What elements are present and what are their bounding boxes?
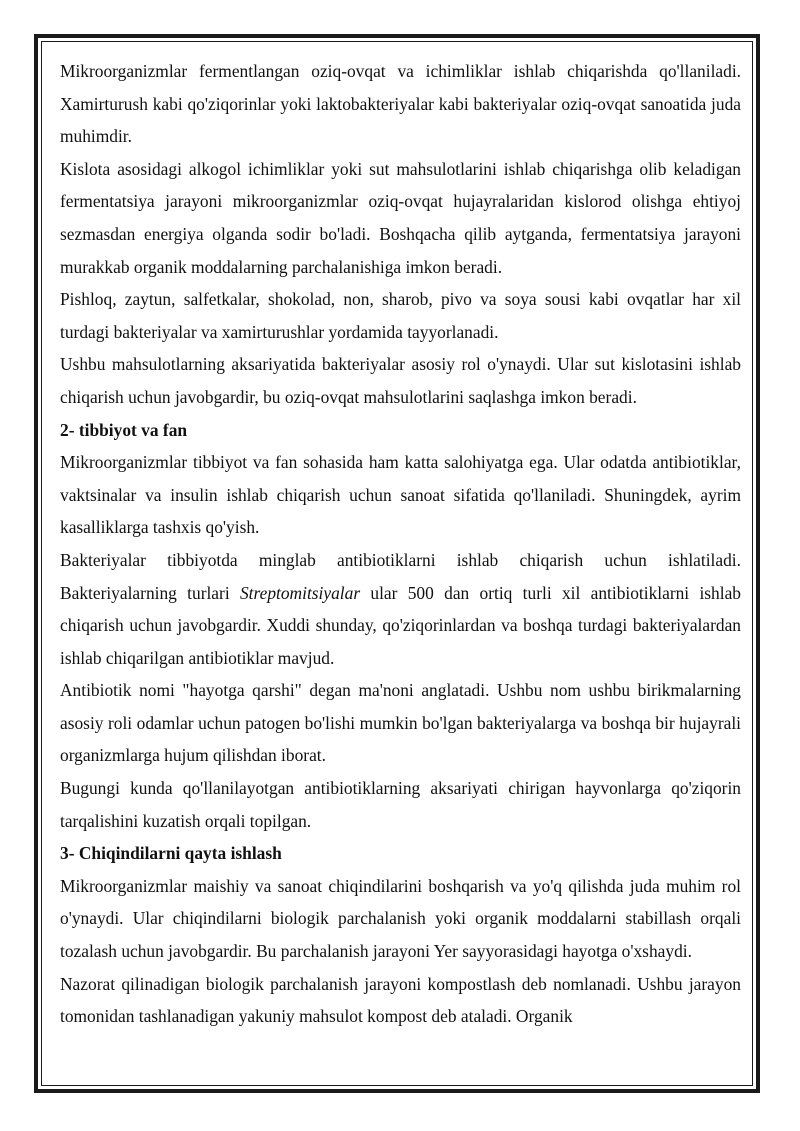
paragraph-text: ular 500 dan ortiq turli xil antibiotiklarni ishlab chiqarish uchun javobgardir. Xuddi shunday, qo'ziqorinlardan va boshqa turdagi bakteriyalardan ishlab chiqarilgan antibiotiklar mavjud. [60,582,741,668]
paragraph: Nazorat qilinadigan biologik parchalanish jarayoni kompostlash deb nomlanadi. Ushbu jarayon tomonidan tashlanadigan yakuniy mahsulot kompost deb ataladi. Organik [60,973,741,1027]
paragraph: Mikroorganizmlar fermentlangan oziq-ovqat va ichimliklar ishlab chiqarishda qo'llaniladi. Xamirturush kabi qo'ziqorinlar yoki laktobakteriyalar kabi bakteriyalar oziq-ovqat sanoatida juda muhimdir. [60,61,741,147]
document-body [60,55,741,1033]
paragraph-text: Bakteriyalar tibbiyotda minglab antibiotiklarni ishlab chiqarish uchun ishlatiladi. Bakteriyalarning turlari [60,549,741,603]
paragraph: Antibiotik nomi "hayotga qarshi" degan ma'noni anglatadi. Ushbu nom ushbu birikmalarning asosiy roli odamlar uchun patogen bo'lishi mumkin bo'lgan bakteriyalarga va boshqa bir hujayrali organizmlarga hujum qilishdan iborat. [60,680,741,766]
paragraph: Pishloq, zaytun, salfetkalar, shokolad, non, sharob, pivo va soya sousi kabi ovqatlar har xil turdagi bakteriyalar va xamirturushlar yordamida tayyorlanadi. [60,289,741,342]
species-name: Streptomitsiyalar [239,582,361,603]
paragraph: Mikroorganizmlar maishiy va sanoat chiqindilarini boshqarish va yo'q qilishda juda muhim rol o'ynaydi. Ular chiqindilarni biologik parchalanish yoki organik moddalarni stabillash orqali tozalash uchun javobgardir. Bu parchalanish jarayoni Yer sayyorasidagi hayotga o'xshaydi. [60,875,741,962]
paragraph: Ushbu mahsulotlarning aksariyatida bakteriyalar asosiy rol o'ynaydi. Ular sut kislotasini ishlab chiqarish uchun javobgardir, bu oziq-ovqat mahsulotlarini saqlashga imkon beradi. [60,354,741,407]
section-heading-medicine: 2- tibbiyot va fan [60,419,188,440]
paragraph [60,544,741,674]
paragraph: Kislota asosidagi alkogol ichimliklar yoki sut mahsulotlarini ishlab chiqarishga olib keladigan fermentatsiya jarayoni mikroorganizmlar oziq-ovqat hujayralaridan kislorod olishga ehtiyoj sezmasdan energiya olganda sodir bo'ladi. Boshqacha qilib aytganda, fermentatsiya jarayoni murakkab organik moddalarning parchalanishiga imkon beradi. [60,158,741,277]
section-heading-waste: 3- Chiqindilarni qayta ishlash [60,843,282,864]
paragraph: Mikroorganizmlar tibbiyot va fan sohasida ham katta salohiyatga ega. Ular odatda antibiotiklar, vaktsinalar va insulin ishlab chiqarish uchun sanoat sifatida qo'llaniladi. Shuningdek, ayrim kasalliklarga tashxis qo'yish. [60,452,741,538]
paragraph: Bugungi kunda qo'llanilayotgan antibiotiklarning aksariyati chirigan hayvonlarga qo'ziqorin tarqalishini kuzatish orqali topilgan. [60,778,741,831]
